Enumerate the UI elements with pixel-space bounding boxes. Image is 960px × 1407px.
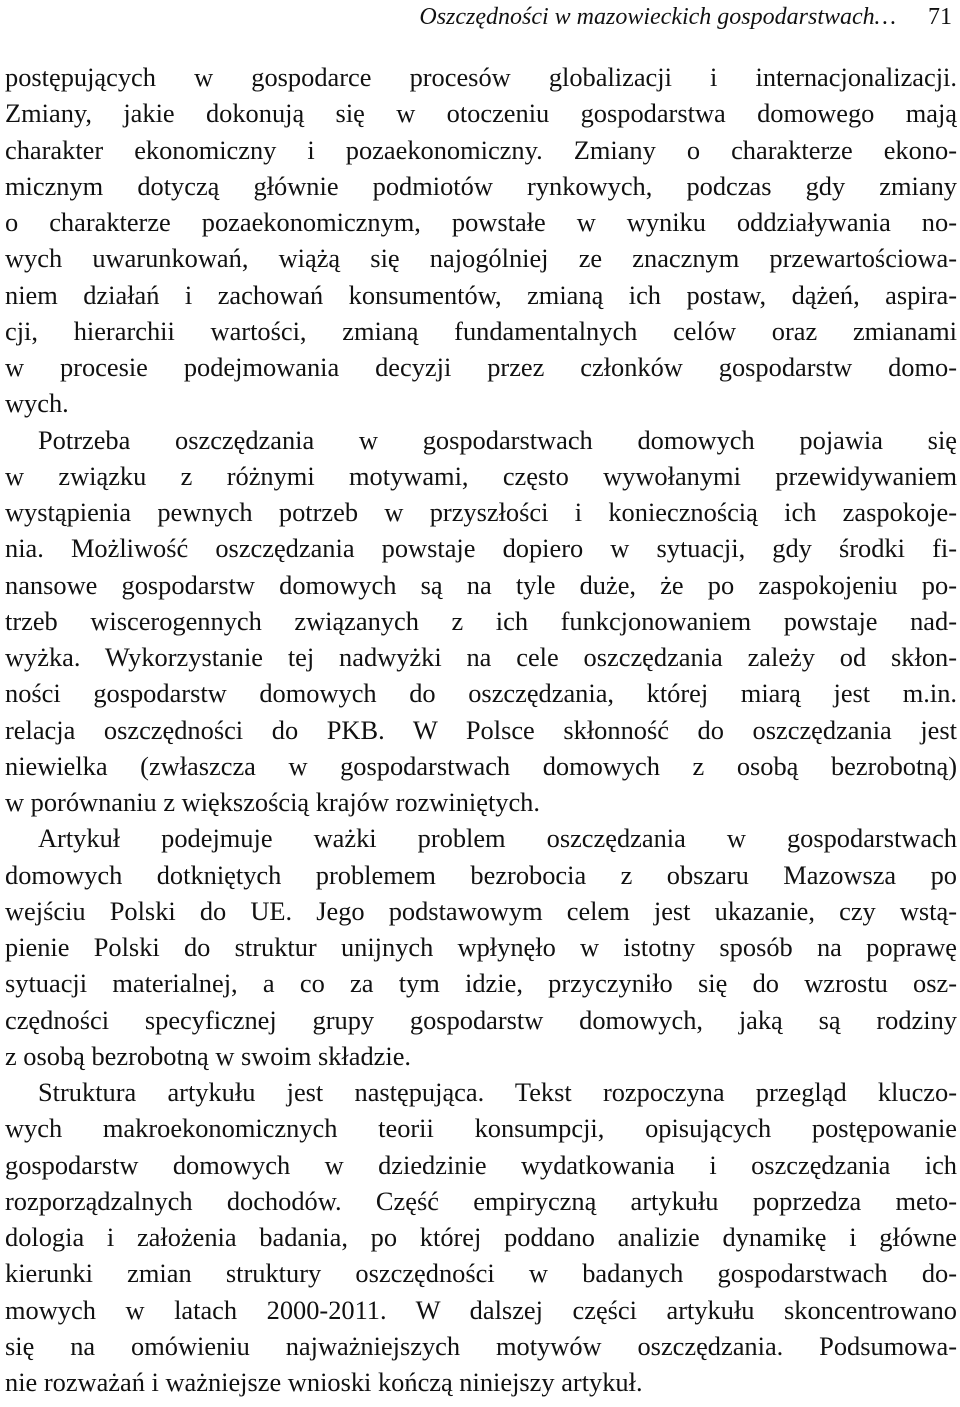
text-line: relacja oszczędności do PKB. W Polsce skłonność do oszczędzania jest <box>5 714 957 745</box>
text-line: charakter ekonomiczny i pozaekonomiczny. Zmiany o charakterze ekono- <box>5 134 957 165</box>
text-line: nansowe gospodarstw domowych są na tyle duże, że po zaspokojeniu po- <box>5 569 957 600</box>
text-line: ności gospodarstw domowych do oszczędzania, której miarą jest m.in. <box>5 678 957 709</box>
text-line: Artykuł podejmuje ważki problem oszczędzania w gospodarstwach <box>38 823 957 854</box>
text-line: sytuacji materialnej, a co za tym idzie, przyczyniło się do wzrostu osz- <box>5 968 957 999</box>
text-line: czędności specyficznej grupy gospodarstw domowych, jaką są rodziny <box>5 1004 957 1035</box>
text-line: wejściu Polski do UE. Jego podstawowym celem jest ukazanie, czy wstą- <box>5 895 957 926</box>
text-line: niewielka (zwłaszcza w gospodarstwach domowych z osobą bezrobotną) <box>5 750 957 781</box>
text-line: wych uwarunkowań, wiążą się najogólniej ze znacznym przewartościowa- <box>5 243 957 274</box>
page-number: 71 <box>928 4 952 30</box>
text-line: niem działań i zachowań konsumentów, zmianą ich postaw, dążeń, aspira- <box>5 279 957 310</box>
text-line: rozporządzalnych dochodów. Część empiryczną artykułu poprzedza meto- <box>5 1185 957 1216</box>
text-line: pienie Polski do struktur unijnych wpłynęło w istotny sposób na poprawę <box>5 932 957 962</box>
running-title: Oszczędności w mazowieckich gospodarstwach… <box>419 4 896 30</box>
text-line: cji, hierarchii wartości, zmianą fundamentalnych celów oraz zmianami <box>5 315 957 346</box>
text-line: wystąpienia pewnych potrzeb w przyszłości i koniecznością ich zaspokoje- <box>5 497 957 527</box>
text-line: w porównaniu z większością krajów rozwiniętych. <box>5 787 540 817</box>
text-line: nia. Możliwość oszczędzania powstaje dopiero w sytuacji, gdy środki fi- <box>5 533 957 564</box>
text-line: Potrzeba oszczędzania w gospodarstwach domowych pojawia się <box>38 424 957 455</box>
text-line: się na omówieniu najważniejszych motywów oszczędzania. Podsumowa- <box>5 1330 957 1361</box>
text-line: wych makroekonomicznych teorii konsumpcji, opisujących postępowanie <box>5 1113 957 1144</box>
text-line: dologia i założenia badania, po której poddano analizie dynamikę i główne <box>5 1222 957 1252</box>
text-line: trzeb wiscerogennych związanych z ich funkcjonowaniem powstaje nad- <box>5 605 957 636</box>
text-line: domowych dotkniętych problemem bezrobocia z obszaru Mazowsza po <box>5 859 957 890</box>
text-line: Zmiany, jakie dokonują się w otoczeniu gospodarstwa domowego mają <box>5 98 957 129</box>
text-line: micznym dotyczą głównie podmiotów rynkowych, podczas gdy zmiany <box>5 170 957 201</box>
text-line: w procesie podejmowania decyzji przez członków gospodarstw domo- <box>5 352 957 382</box>
text-line: mowych w latach 2000-2011. W dalszej części artykułu skoncentrowano <box>5 1294 957 1325</box>
text-line: gospodarstw domowych w dziedzinie wydatkowania i oszczędzania ich <box>5 1149 957 1180</box>
text-line: Struktura artykułu jest następująca. Tekst rozpoczyna przegląd kluczo- <box>38 1077 957 1107</box>
text-line: w związku z różnymi motywami, często wywołanymi przewidywaniem <box>5 460 957 491</box>
text-line: postępujących w gospodarce procesów globalizacji i internacjonalizacji. <box>5 62 957 92</box>
running-header <box>252 0 952 34</box>
text-line: wych. <box>5 388 69 419</box>
text-line: kierunki zmian struktury oszczędności w badanych gospodarstwach do- <box>5 1258 957 1289</box>
text-line: o charakterze pozaekonomicznym, powstałe w wyniku oddziaływania no- <box>5 207 957 237</box>
text-line: nie rozważań i ważniejsze wnioski kończą niniejszy artykuł. <box>5 1367 643 1397</box>
body-text <box>5 59 957 1400</box>
text-line: wyżka. Wykorzystanie tej nadwyżki na cele oszczędzania zależy od skłon- <box>5 642 957 672</box>
text-line: z osobą bezrobotną w swoim składzie. <box>5 1040 412 1071</box>
